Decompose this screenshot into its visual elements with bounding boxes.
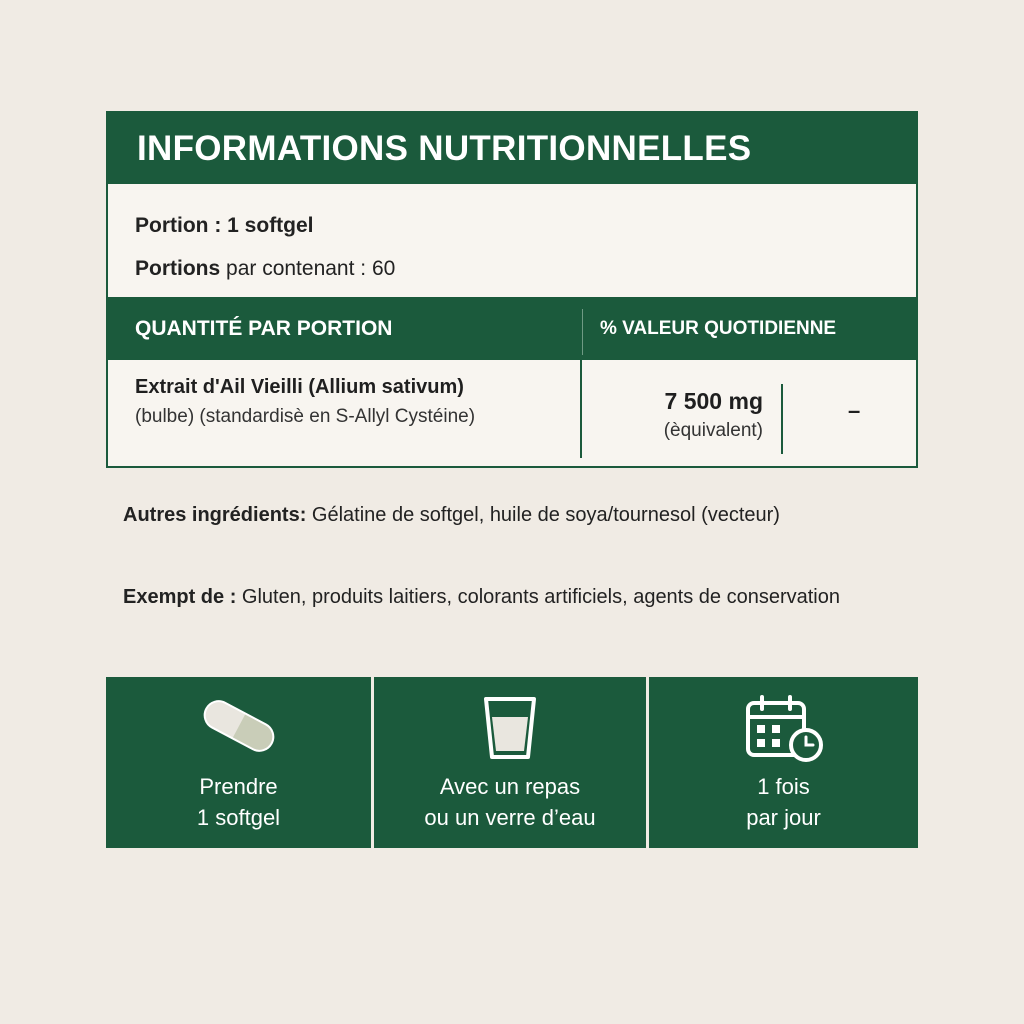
- serving-size-label: Portion :: [135, 214, 222, 237]
- tile-frequency-line2: par jour: [746, 805, 821, 830]
- other-ingredients-label: Autres ingrédients:: [123, 504, 307, 526]
- glass-icon: [480, 695, 540, 766]
- tile-dose-line1: Prendre: [199, 774, 278, 799]
- daily-value: –: [848, 398, 861, 423]
- other-ingredients-text: Gélatine de softgel, huile de soya/tournesol (vecteur): [311, 504, 780, 526]
- serving-size: [135, 204, 916, 247]
- amount-value: 7 500 mg: [664, 388, 763, 414]
- row-divider: [781, 384, 783, 454]
- tile-meal-line2: ou un verre d’eau: [424, 805, 596, 830]
- tile-meal-line1: Avec un repas: [439, 774, 581, 799]
- servings-value: par contenant : 60: [226, 257, 396, 280]
- dosage-tiles: [106, 677, 918, 848]
- serving-size-value: 1 softgel: [227, 214, 314, 237]
- ingredient-name: [135, 372, 575, 432]
- ingredient-row: [108, 360, 916, 468]
- header-amount: QUANTITÉ PAR PORTION: [135, 316, 393, 340]
- tile-frequency-line1: 1 fois: [757, 774, 810, 799]
- tile-dose-line2: 1 softgel: [196, 805, 281, 830]
- nutrition-facts-panel: [106, 111, 918, 468]
- tile-dose: [106, 677, 371, 848]
- calendar-clock-icon: [744, 695, 824, 768]
- ingredient-amount: [608, 386, 763, 446]
- title-bar: [108, 113, 916, 184]
- free-from-label: Exempt de :: [123, 586, 237, 608]
- tile-frequency-text: [649, 771, 918, 833]
- servings-label: Portions: [135, 257, 221, 280]
- ingredient-detail: (bulbe) (standardisè en S-Allyl Cystéine): [135, 406, 476, 427]
- header-daily-value: % VALEUR QUOTIDIENNE: [600, 317, 837, 339]
- tile-frequency: [649, 677, 918, 848]
- panel-title: INFORMATIONS NUTRITIONNELLES: [137, 128, 752, 168]
- ingredient-main-name: Extrait d'Ail Vieilli (Allium sativum): [135, 376, 464, 398]
- tile-meal: [374, 677, 646, 848]
- capsule-icon: [196, 695, 282, 762]
- servings-per-container: [135, 247, 916, 290]
- free-from-text: Gluten, produits laitiers, colorants artificiels, agents de conservation: [241, 586, 840, 608]
- column-header: [108, 297, 916, 360]
- amount-note: (èquivalent): [663, 420, 763, 441]
- free-from: [123, 580, 883, 614]
- tile-meal-text: [374, 771, 646, 833]
- serving-info: [108, 184, 916, 297]
- row-divider: [580, 360, 582, 458]
- other-ingredients: [123, 498, 883, 532]
- tile-dose-text: [106, 771, 371, 833]
- header-divider: [582, 309, 583, 355]
